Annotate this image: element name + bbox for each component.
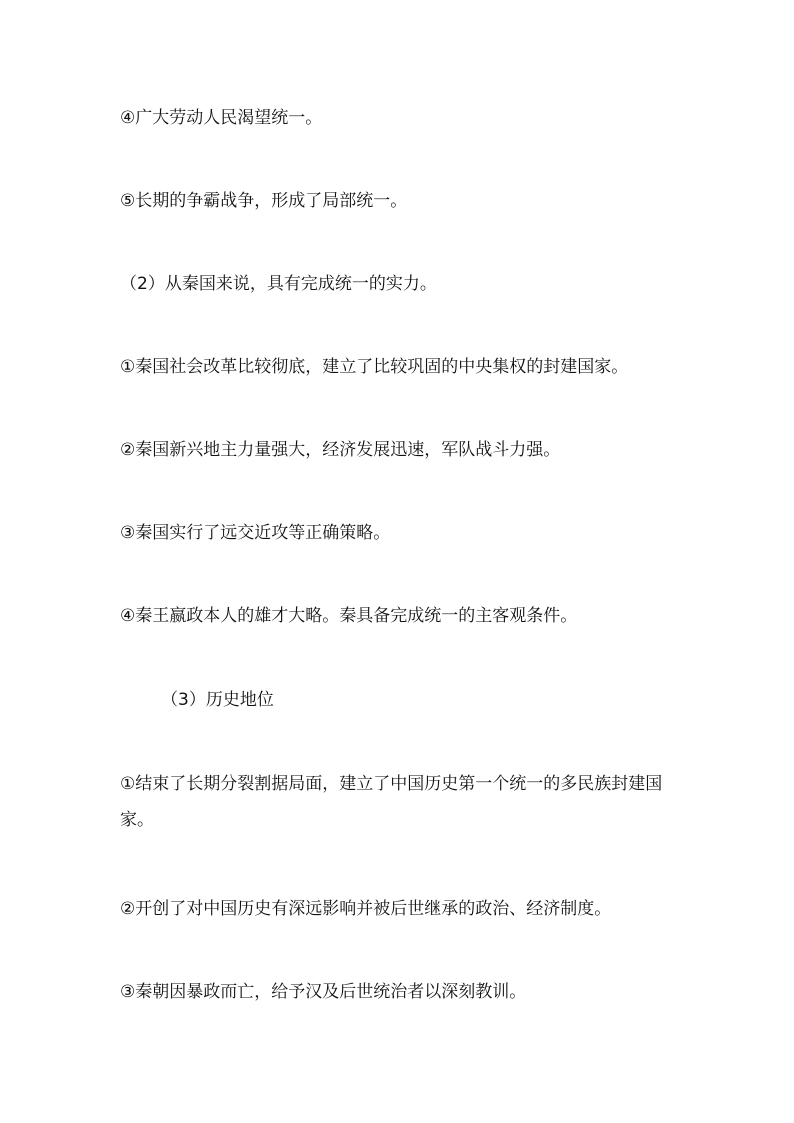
section-heading: （3）历史地位 bbox=[161, 690, 274, 710]
paragraph-line: ③秦国实行了远交近攻等正确策略。 bbox=[120, 523, 391, 543]
paragraph-line: ④秦王嬴政本人的雄才大略。秦具备完成统一的主客观条件。 bbox=[120, 606, 578, 626]
paragraph-line: ①秦国社会改革比较彻底，建立了比较巩固的中央集权的封建国家。 bbox=[120, 357, 629, 377]
paragraph-line: ②秦国新兴地主力量强大，经济发展迅速，军队战斗力强。 bbox=[120, 440, 561, 460]
section-heading: （2）从秦国来说，具有完成统一的实力。 bbox=[120, 274, 437, 294]
paragraph-line: ④广大劳动人民渴望统一。 bbox=[120, 108, 323, 128]
paragraph-line: ③秦朝因暴政而亡，给予汉及后世统治者以深刻教训。 bbox=[120, 982, 527, 1002]
paragraph-line: ⑤长期的争霸战争，形成了局部统一。 bbox=[120, 191, 408, 211]
paragraph-line: ①结束了长期分裂割据局面，建立了中国历史第一个统一的多民族封建国家。 bbox=[120, 774, 663, 830]
paragraph-line: ②开创了对中国历史有深远影响并被后世继承的政治、经济制度。 bbox=[120, 899, 612, 919]
